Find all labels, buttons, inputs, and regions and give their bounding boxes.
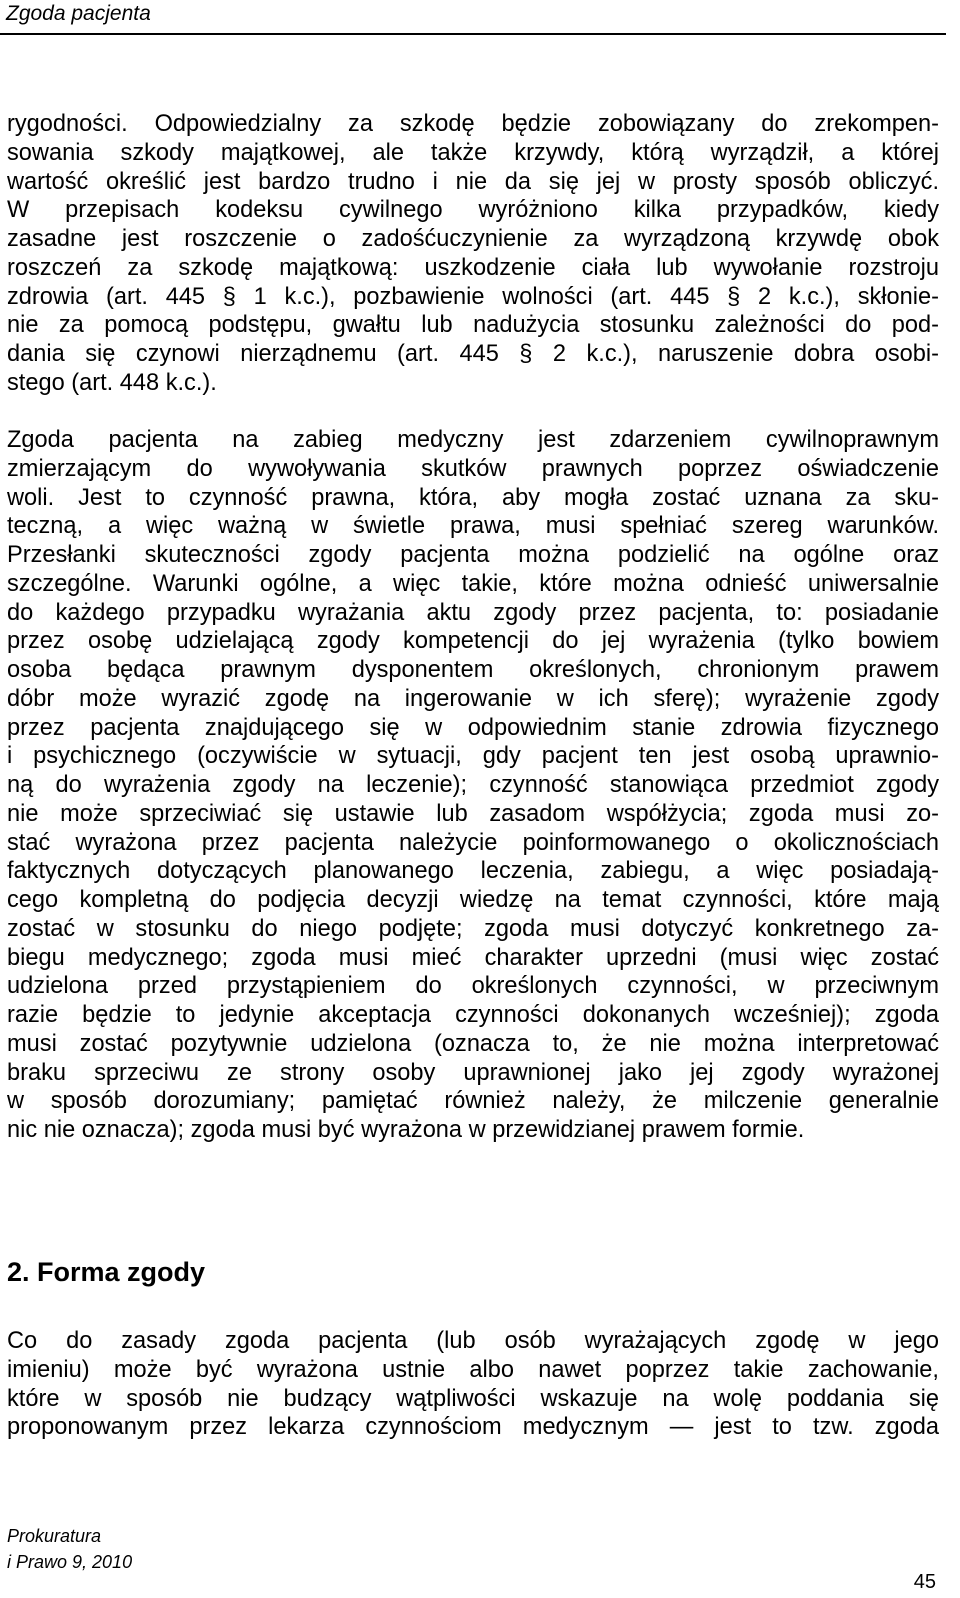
text-line: imieniu) może być wyrażona ustnie albo nawet poprzez takie zachowanie, <box>7 1356 939 1383</box>
text-line: zmierzającym do wywoływania skutków prawnych poprzez oświadczenie <box>7 455 939 482</box>
text-line: faktycznych dotyczących planowanego leczenia, zabiegu, a więc posiadają- <box>7 858 939 885</box>
text-line: roszczeń za szkodę majątkową: uszkodzenie ciała lub wywołanie rozstroju <box>7 254 939 281</box>
text-line: stać wyrażona przez pacjenta należycie poinformowanego o okolicznościach <box>7 829 939 856</box>
text-line: w sposób dorozumiany; pamiętać również należy, że milczenie generalnie <box>7 1088 939 1115</box>
journal-issue: i Prawo 9, 2010 <box>7 1552 133 1572</box>
header-divider <box>0 33 946 35</box>
text-line: razie będzie to jedynie akceptacja czynności dokonanych wcześniej); zgoda <box>7 1002 939 1028</box>
text-line: nic nie oznacza); zgoda musi być wyrażona w przewidzianej prawem formie. <box>7 1117 805 1143</box>
journal-citation <box>7 1523 132 1575</box>
text-line: proponowanym przez lekarza czynnościom medycznym — jest to tzw. zgoda <box>7 1414 939 1441</box>
text-line: przez pacjenta znajdującego się w odpowiednim stanie zdrowia fizycznego <box>7 714 939 741</box>
text-line: zostać w stosunku do niego podjęte; zgoda musi dotyczyć konkretnego za- <box>7 915 939 942</box>
text-line: W przepisach kodeksu cywilnego wyróżniono kilka przypadków, kiedy <box>7 197 939 224</box>
text-line: Przesłanki skuteczności zgody pacjenta można podzielić na ogólne oraz <box>7 542 939 568</box>
text-line: dóbr może wyrazić zgodę na ingerowanie w ich sferę); wyrażenie zgody <box>7 685 939 712</box>
text-line: zdrowia (art. 445 § 1 k.c.), pozbawienie wolności (art. 445 § 2 k.c.), skłonie- <box>7 283 939 310</box>
text-line: udzielona przed przystąpieniem do określonych czynności, w przeciwnym <box>7 973 939 1000</box>
text-line: do każdego przypadku wyrażania aktu zgody przez pacjenta, to: posiadanie <box>7 599 939 626</box>
text-line: Co do zasady zgoda pacjenta (lub osób wyrażających zgodę w jego <box>7 1328 939 1354</box>
text-line: sowania szkody majątkowej, ale także krzywdy, którą wyrządził, a której <box>7 139 939 166</box>
text-line: cego kompletną do podjęcia decyzji wiedzę na temat czynności, które mają <box>7 887 939 913</box>
text-line: wartość określić jest bardzo trudno i nie da się jej w prosty sposób obliczyć. <box>7 168 939 195</box>
paragraph-3 <box>7 1327 939 1442</box>
text-line: zasadne jest roszczenie o zadośćuczynienie za wyrządzoną krzywdę obok <box>7 226 939 252</box>
text-line: osoba będąca prawnym dysponentem określonych, chronionym prawem <box>7 657 939 683</box>
text-line: teczną, a więc ważną w świetle prawa, musi spełniać szereg warunków. <box>7 513 939 540</box>
paragraph-2 <box>7 426 939 1145</box>
paragraph-1 <box>7 110 939 398</box>
text-line: biegu medycznego; zgoda musi mieć charakter uprzedni (musi więc zostać <box>7 944 939 971</box>
text-line: nie może sprzeciwiać się ustawie lub zasadom współżycia; zgoda musi zo- <box>7 800 939 827</box>
page-number: 45 <box>913 1571 936 1593</box>
text-line: szczególne. Warunki ogólne, a więc takie, które można odnieść uniwersalnie <box>7 570 939 597</box>
text-line: musi zostać pozytywnie udzielona (oznacza to, że nie można interpretować <box>7 1030 939 1057</box>
text-line: Zgoda pacjenta na zabieg medyczny jest zdarzeniem cywilnoprawnym <box>7 427 939 453</box>
text-line: i psychicznego (oczywiście w sytuacji, gdy pacjent ten jest osobą uprawnio- <box>7 743 939 770</box>
running-header: Zgoda pacjenta <box>6 2 151 25</box>
text-line: nie za pomocą podstępu, gwałtu lub nadużycia stosunku zależności do pod- <box>7 312 939 339</box>
text-line: dania się czynowi nierządnemu (art. 445 § 2 k.c.), naruszenie dobra osobi- <box>7 341 939 367</box>
text-line: rygodności. Odpowiedzialny za szkodę będzie zobowiązany do zrekompen- <box>7 111 939 137</box>
journal-name: Prokuratura <box>7 1526 102 1546</box>
text-line: woli. Jest to czynność prawna, która, aby mogła zostać uznana za sku- <box>7 484 939 511</box>
text-line: które w sposób nie budzący wątpliwości wskazuje na wolę poddania się <box>7 1385 939 1412</box>
text-line: stego (art. 448 k.c.). <box>7 369 217 396</box>
text-line: ną do wyrażenia zgody na leczenie); czynność stanowiąca przedmiot zgody <box>7 772 939 798</box>
section-heading: 2. Forma zgody <box>7 1257 206 1287</box>
text-line: przez osobę udzielającą zgody kompetencji do jej wyrażenia (tylko bowiem <box>7 628 939 655</box>
text-line: braku sprzeciwu ze strony osoby uprawnionej jako jej zgody wyrażonej <box>7 1059 939 1086</box>
